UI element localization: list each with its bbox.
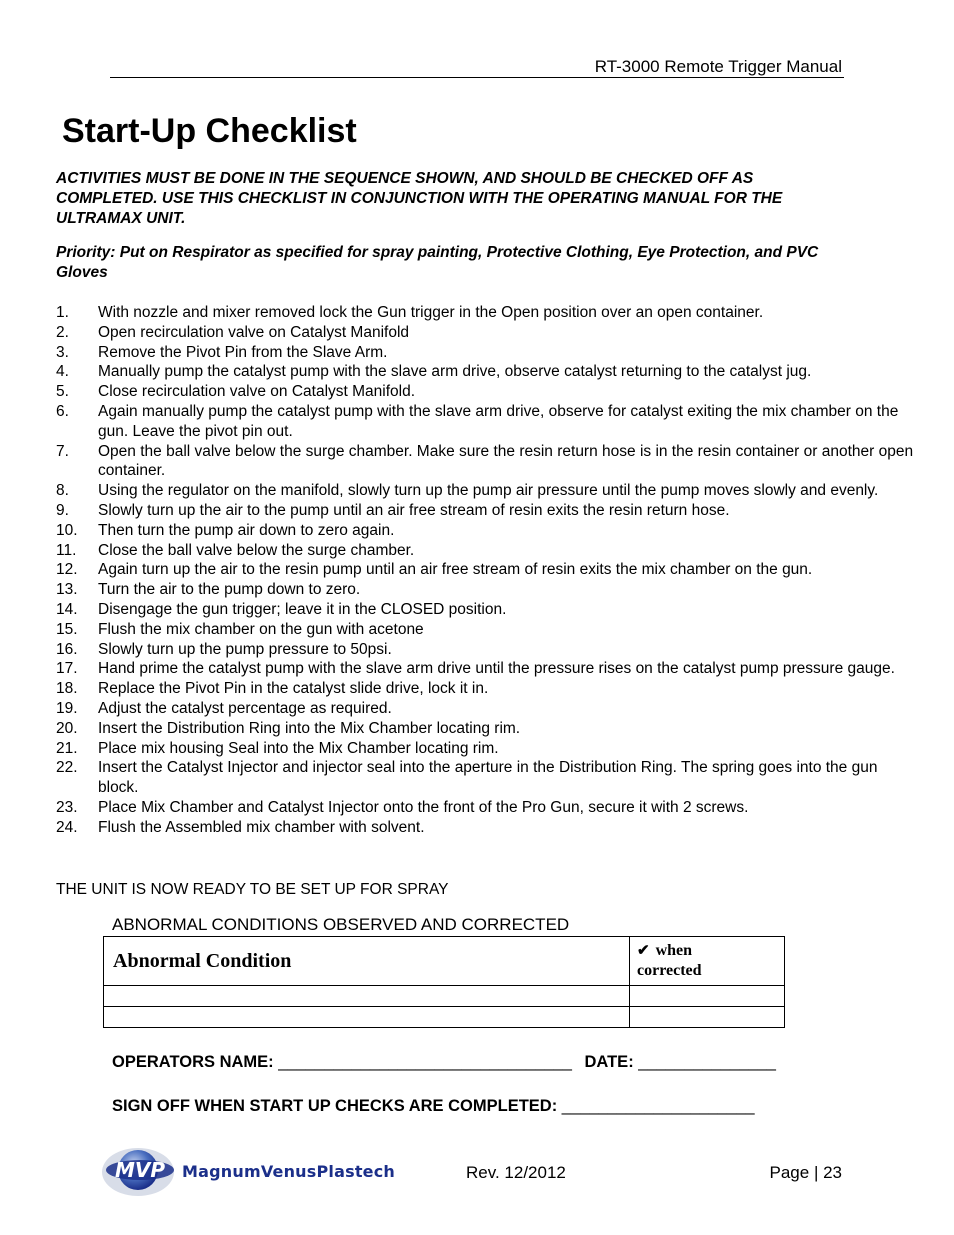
list-item <box>56 323 916 343</box>
step-number: 2. <box>56 323 69 341</box>
list-item <box>56 402 916 442</box>
step-text: Close recirculation valve on Catalyst Manifold. <box>98 383 416 401</box>
list-item <box>56 303 916 323</box>
step-number: 12. <box>56 561 78 579</box>
step-number: 11. <box>56 541 77 559</box>
list-item <box>56 640 916 660</box>
step-text: Turn the air to the pump down to zero. <box>98 581 361 599</box>
step-number: 15. <box>56 620 78 638</box>
step-number: 6. <box>56 402 69 420</box>
step-text: Insert the Distribution Ring into the Mix Chamber locating rim. <box>98 719 521 737</box>
step-text: Adjust the catalyst percentage as required. <box>98 699 392 717</box>
list-item <box>56 679 916 699</box>
step-number: 16. <box>56 640 78 658</box>
step-text: Using the regulator on the manifold, slowly turn up the pump air pressure until the pump moves slowly and evenly. <box>98 482 879 500</box>
step-number: 24. <box>56 818 78 836</box>
list-item <box>56 758 916 798</box>
step-number: 17. <box>56 660 78 678</box>
checkmark-icon: ✔ <box>637 943 650 959</box>
step-number: 1. <box>56 304 69 321</box>
step-number: 7. <box>56 442 69 460</box>
step-number: 22. <box>56 759 78 777</box>
list-item <box>56 541 916 561</box>
list-item <box>56 362 916 382</box>
date-field[interactable]: _______________ <box>638 1053 776 1071</box>
step-text: Open the ball valve below the surge chamber. Make sure the resin return hose is in the resin container or another open container. <box>98 442 914 480</box>
condition-cell[interactable] <box>104 1007 630 1028</box>
abnormal-heading: ABNORMAL CONDITIONS OBSERVED AND CORRECTED <box>112 915 570 934</box>
step-number: 3. <box>56 343 69 361</box>
step-number: 4. <box>56 363 69 381</box>
step-text: Replace the Pivot Pin in the catalyst slide drive, lock it in. <box>98 680 489 698</box>
list-item <box>56 580 916 600</box>
signoff-line <box>112 1097 755 1116</box>
signoff-field[interactable]: _____________________ <box>561 1097 755 1115</box>
step-text: Slowly turn up the air to the pump until an air free stream of resin exits the resin return hose. <box>98 501 730 519</box>
abnormal-conditions-table <box>103 936 785 1028</box>
step-number: 13. <box>56 581 78 599</box>
step-text: Slowly turn up the pump pressure to 50psi. <box>98 640 392 658</box>
step-number: 5. <box>56 383 69 401</box>
step-text: With nozzle and mixer removed lock the Gun trigger in the Open position over an open container. <box>98 304 764 321</box>
step-text: Flush the Assembled mix chamber with solvent. <box>98 818 425 836</box>
step-number: 19. <box>56 699 78 717</box>
step-number: 10. <box>56 521 78 539</box>
list-item <box>56 442 916 482</box>
step-text: Then turn the pump air down to zero again. <box>98 521 395 539</box>
column-header-condition: Abnormal Condition <box>104 937 630 986</box>
step-number: 18. <box>56 680 78 698</box>
step-text: Hand prime the catalyst pump with the slave arm drive until the pressure rises on the catalyst pump pressure gauge. <box>98 660 895 678</box>
logo-text: MagnumVenusPlastech <box>182 1162 395 1181</box>
list-item <box>56 382 916 402</box>
list-item <box>56 739 916 759</box>
step-number: 21. <box>56 739 78 757</box>
list-item <box>56 560 916 580</box>
condition-cell[interactable] <box>104 986 630 1007</box>
step-text: Insert the Catalyst Injector and injector seal into the aperture in the Distribution Ring. The spring goes into the gun block. <box>98 759 878 797</box>
column-header-corrected <box>630 937 785 986</box>
warning-text: ACTIVITIES MUST BE DONE IN THE SEQUENCE SHOWN, AND SHOULD BE CHECKED OFF AS COMPLETED. USE THIS CHECKLIST IN CONJUNCTION WITH THE OPERATING MANUAL FOR THE ULTRAMAX UNIT. <box>56 170 783 227</box>
operators-line <box>112 1053 776 1072</box>
corrected-label-line2: corrected <box>637 962 702 979</box>
list-item <box>56 699 916 719</box>
step-text: Flush the mix chamber on the gun with acetone <box>98 620 424 638</box>
list-item <box>56 659 916 679</box>
logo-mark: MVP <box>114 1158 166 1182</box>
date-label: DATE: <box>584 1053 634 1071</box>
list-item <box>56 521 916 541</box>
step-text: Remove the Pivot Pin from the Slave Arm. <box>98 343 388 361</box>
ready-text: THE UNIT IS NOW READY TO BE SET UP FOR SPRAY <box>56 881 449 898</box>
list-item <box>56 719 916 739</box>
step-text: Close the ball valve below the surge chamber. <box>98 541 415 559</box>
revision-date: Rev. 12/2012 <box>466 1163 566 1182</box>
step-number: 14. <box>56 600 78 618</box>
operators-name-label: OPERATORS NAME: <box>112 1053 274 1071</box>
page-number: Page | 23 <box>769 1163 842 1182</box>
operators-name-field[interactable]: ________________________________ <box>278 1053 572 1071</box>
corrected-cell[interactable] <box>630 1007 785 1028</box>
table-row <box>104 986 785 1007</box>
list-item <box>56 798 916 818</box>
list-item <box>56 501 916 521</box>
checklist-steps <box>56 303 916 838</box>
step-text: Disengage the gun trigger; leave it in the CLOSED position. <box>98 600 507 618</box>
header-rule <box>110 77 844 78</box>
step-number: 20. <box>56 719 78 737</box>
step-text: Again manually pump the catalyst pump with the slave arm drive, observe for catalyst exiting the mix chamber on the gun. Leave the pivot pin out. <box>98 402 899 440</box>
list-item <box>56 481 916 501</box>
table-header-row <box>104 937 785 986</box>
list-item <box>56 818 916 838</box>
step-text: Again turn up the air to the resin pump until an air free stream of resin exits the mix chamber on the gun. <box>98 561 813 579</box>
corrected-cell[interactable] <box>630 986 785 1007</box>
step-text: Place mix housing Seal into the Mix Chamber locating rim. <box>98 739 499 757</box>
step-text: Manually pump the catalyst pump with the slave arm drive, observe catalyst returning to the catalyst jug. <box>98 363 812 381</box>
priority-text: Priority: Put on Respirator as specified for spray painting, Protective Clothing, Eye Protection, and PVC Gloves <box>56 244 819 281</box>
step-number: 9. <box>56 501 69 519</box>
corrected-label-line1: when <box>655 942 693 959</box>
step-number: 23. <box>56 798 78 816</box>
table-row <box>104 1007 785 1028</box>
page-title: Start-Up Checklist <box>62 112 357 150</box>
step-text: Place Mix Chamber and Catalyst Injector onto the front of the Pro Gun, secure it with 2 screws. <box>98 798 749 816</box>
list-item <box>56 343 916 363</box>
step-text: Open recirculation valve on Catalyst Manifold <box>98 323 410 341</box>
signoff-label: SIGN OFF WHEN START UP CHECKS ARE COMPLETED: <box>112 1097 558 1115</box>
step-number: 8. <box>56 482 69 500</box>
list-item <box>56 600 916 620</box>
list-item <box>56 620 916 640</box>
manual-title: RT-3000 Remote Trigger Manual <box>594 57 842 76</box>
